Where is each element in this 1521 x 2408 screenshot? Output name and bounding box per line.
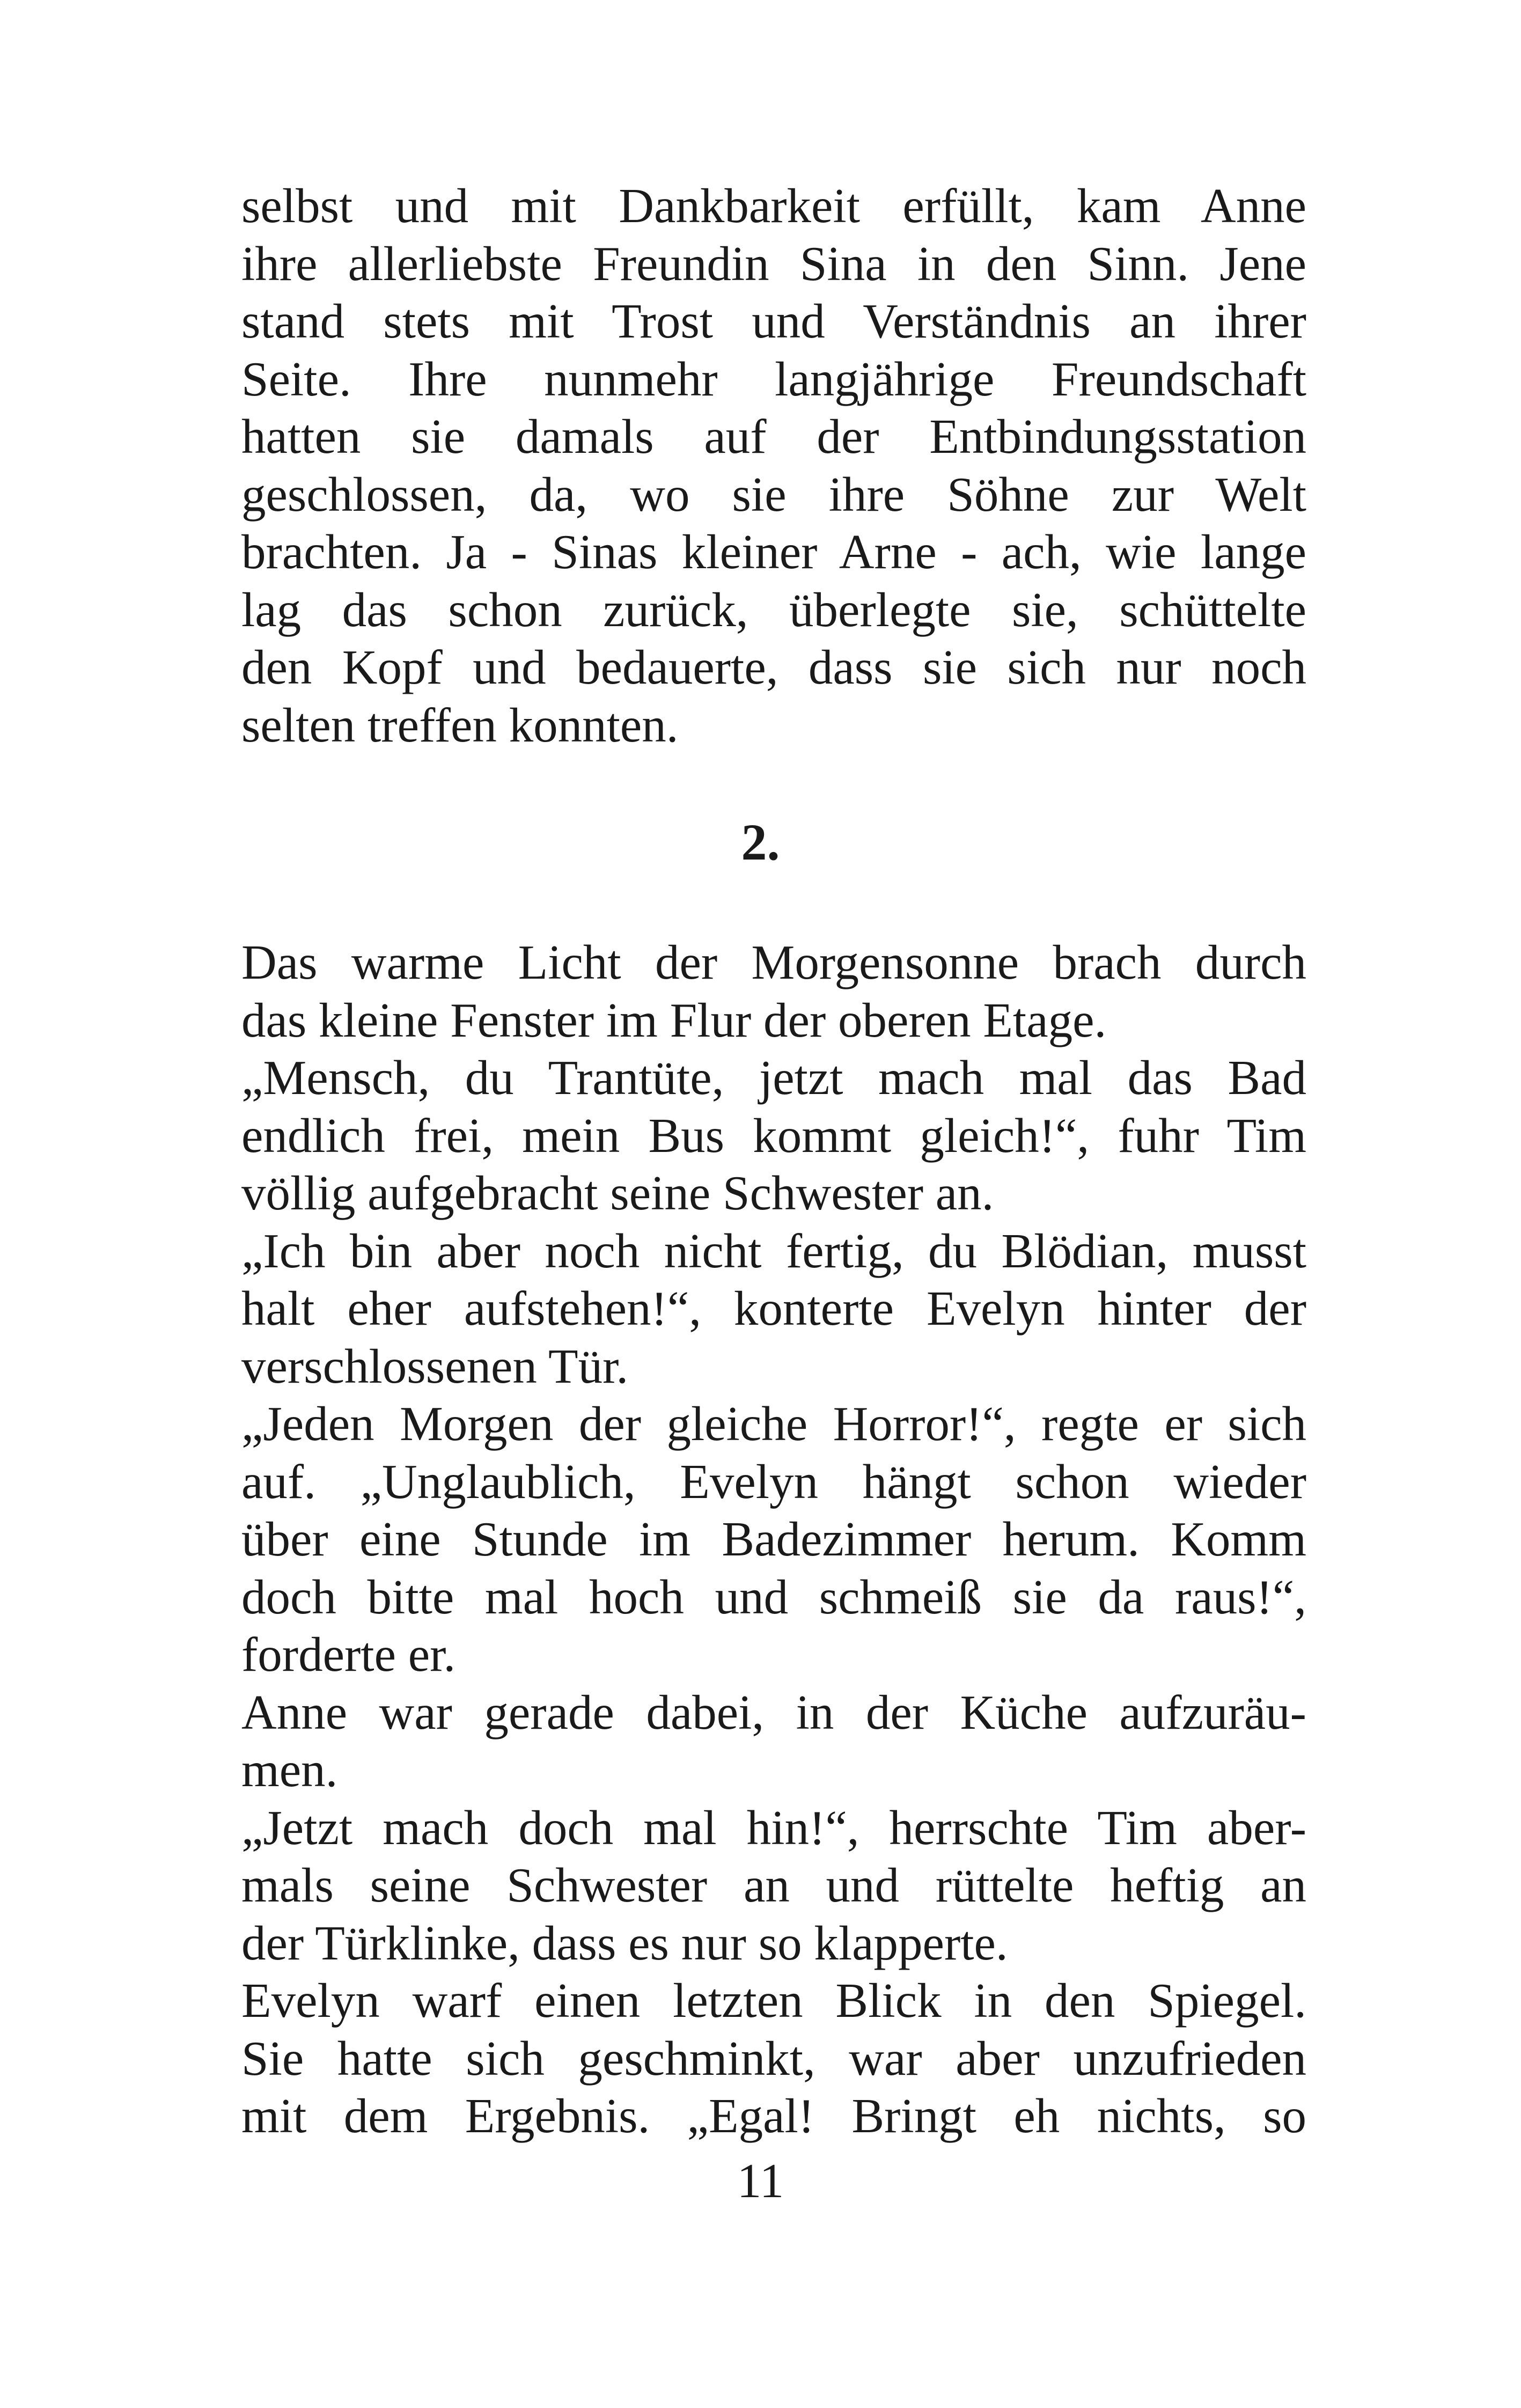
text-line: verschlossenen Tür. — [241, 1339, 629, 1393]
text-line: men. — [241, 1743, 338, 1797]
text-line: Evelyn warf einen letzten Blick in den Spiegel. — [241, 1973, 1306, 2028]
text-line: mals seine Schwester an und rüttelte heftig an — [241, 1858, 1306, 1912]
text-line: mit dem Ergebnis. „Egal! Bringt eh nichts, so — [241, 2089, 1306, 2143]
page-number: 11 — [737, 2154, 784, 2208]
text-line: halt eher aufstehen!“, konterte Evelyn hinter der — [241, 1281, 1306, 1335]
text-line: „Mensch, du Trantüte, jetzt mach mal das Bad — [241, 1051, 1306, 1105]
text-line: selbst und mit Dankbarkeit erfüllt, kam Anne — [241, 179, 1306, 233]
text-line: stand stets mit Trost und Verständnis an ihrer — [241, 294, 1306, 348]
text-line: brachten. Ja - Sinas kleiner Arne - ach, wie lange — [241, 525, 1306, 579]
text-line: auf. „Unglaublich, Evelyn hängt schon wieder — [241, 1454, 1306, 1509]
text-line: über eine Stunde im Badezimmer herum. Komm — [241, 1512, 1306, 1566]
text-line: Das warme Licht der Morgensonne brach durch — [241, 935, 1306, 989]
text-line: ihre allerliebste Freundin Sina in den Sinn. Jene — [241, 236, 1306, 291]
text-line: geschlossen, da, wo sie ihre Söhne zur Welt — [241, 467, 1306, 522]
text-line: endlich frei, mein Bus kommt gleich!“, fuhr Tim — [241, 1108, 1306, 1163]
chapter-heading: 2. — [741, 813, 780, 871]
text-line: forderte er. — [241, 1627, 456, 1682]
text-line: Seite. Ihre nunmehr langjährige Freundschaft — [241, 351, 1306, 406]
paragraph-continuation — [241, 177, 1306, 754]
chapter-body — [241, 934, 1306, 2145]
text-line: „Jeden Morgen der gleiche Horror!“, regte er sich — [241, 1397, 1306, 1451]
text-line: das kleine Fenster im Flur der oberen Etage. — [241, 993, 1107, 1047]
text-line: „Ich bin aber noch nicht fertig, du Blödian, musst — [241, 1223, 1306, 1278]
text-line: doch bitte mal hoch und schmeiß sie da raus!“, — [241, 1569, 1306, 1624]
text-line: völlig aufgebracht seine Schwester an. — [241, 1166, 994, 1220]
text-line: „Jetzt mach doch mal hin!“, herrschte Tim aber- — [241, 1800, 1306, 1855]
text-line: Sie hatte sich geschminkt, war aber unzufrieden — [241, 2031, 1306, 2086]
text-line: selten treffen konnten. — [241, 698, 679, 752]
text-line: Anne war gerade dabei, in der Küche aufzuräu- — [241, 1685, 1306, 1739]
text-line: lag das schon zurück, überlegte sie, schüttelte — [241, 582, 1306, 637]
text-line: der Türklinke, dass es nur so klapperte. — [241, 1915, 1008, 1970]
text-line: den Kopf und bedauerte, dass sie sich nur noch — [241, 640, 1306, 694]
text-line: hatten sie damals auf der Entbindungsstation — [241, 409, 1306, 464]
